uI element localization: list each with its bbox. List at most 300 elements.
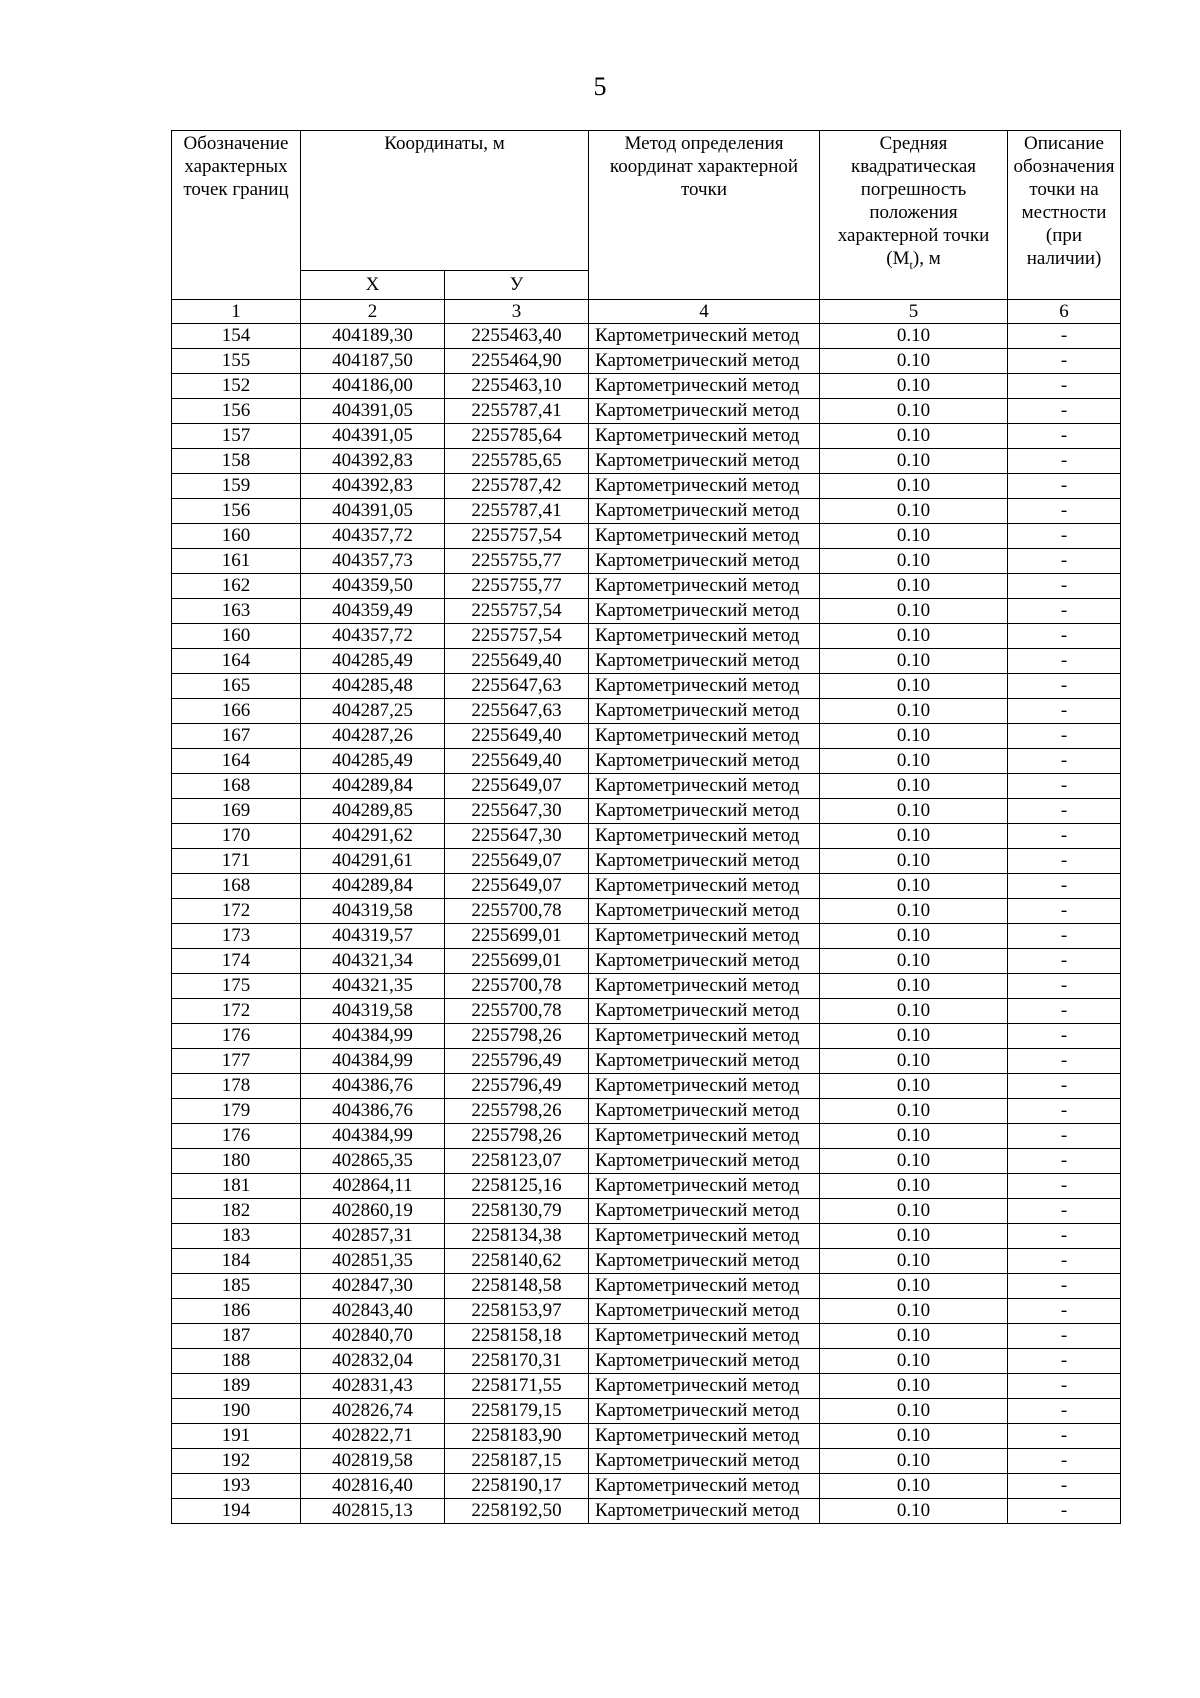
method-cell: Картометрический метод — [589, 999, 820, 1024]
table-row — [172, 1349, 1121, 1374]
y-cell: 2258190,17 — [445, 1474, 589, 1499]
table-row — [172, 424, 1121, 449]
y-cell: 2255798,26 — [445, 1124, 589, 1149]
error-cell: 0.10 — [820, 874, 1008, 899]
y-cell: 2255700,78 — [445, 899, 589, 924]
point-cell: 180 — [172, 1149, 301, 1174]
x-cell: 404357,72 — [301, 624, 445, 649]
description-cell: - — [1008, 749, 1121, 774]
point-cell: 165 — [172, 674, 301, 699]
x-cell: 402857,31 — [301, 1224, 445, 1249]
method-cell: Картометрический метод — [589, 649, 820, 674]
point-cell: 166 — [172, 699, 301, 724]
error-cell: 0.10 — [820, 399, 1008, 424]
error-cell: 0.10 — [820, 1274, 1008, 1299]
y-cell: 2255463,40 — [445, 324, 589, 349]
description-cell: - — [1008, 649, 1121, 674]
x-cell: 404291,62 — [301, 824, 445, 849]
table-row — [172, 599, 1121, 624]
method-cell: Картометрический метод — [589, 1199, 820, 1224]
x-cell: 402816,40 — [301, 1474, 445, 1499]
error-cell: 0.10 — [820, 1249, 1008, 1274]
description-cell: - — [1008, 1199, 1121, 1224]
x-cell: 404386,76 — [301, 1099, 445, 1124]
error-cell: 0.10 — [820, 1024, 1008, 1049]
y-cell: 2255757,54 — [445, 524, 589, 549]
x-cell: 404391,05 — [301, 399, 445, 424]
method-cell: Картометрический метод — [589, 899, 820, 924]
error-cell: 0.10 — [820, 1199, 1008, 1224]
table-row — [172, 449, 1121, 474]
point-cell: 169 — [172, 799, 301, 824]
coordinates-table — [171, 130, 1121, 1524]
table-row — [172, 1149, 1121, 1174]
point-cell: 164 — [172, 649, 301, 674]
error-cell: 0.10 — [820, 1074, 1008, 1099]
y-cell: 2258170,31 — [445, 1349, 589, 1374]
table-row — [172, 824, 1121, 849]
description-cell: - — [1008, 524, 1121, 549]
x-cell: 404186,00 — [301, 374, 445, 399]
header-error-text: Средняя квадратическая погрешность положения характерной точки (M — [837, 133, 990, 269]
y-cell: 2258123,07 — [445, 1149, 589, 1174]
method-cell: Картометрический метод — [589, 949, 820, 974]
method-cell: Картометрический метод — [589, 624, 820, 649]
y-cell: 2255755,77 — [445, 574, 589, 599]
description-cell: - — [1008, 1474, 1121, 1499]
point-cell: 168 — [172, 874, 301, 899]
method-cell: Картометрический метод — [589, 549, 820, 574]
header-designation: Обозначение характерных точек границ — [172, 131, 301, 300]
point-cell: 162 — [172, 574, 301, 599]
y-cell: 2255798,26 — [445, 1099, 589, 1124]
error-cell: 0.10 — [820, 1149, 1008, 1174]
point-cell: 160 — [172, 624, 301, 649]
description-cell: - — [1008, 1424, 1121, 1449]
description-cell: - — [1008, 1074, 1121, 1099]
table-row — [172, 899, 1121, 924]
y-cell: 2255796,49 — [445, 1049, 589, 1074]
point-cell: 193 — [172, 1474, 301, 1499]
method-cell: Картометрический метод — [589, 724, 820, 749]
x-cell: 404287,25 — [301, 699, 445, 724]
description-cell: - — [1008, 1099, 1121, 1124]
y-cell: 2258158,18 — [445, 1324, 589, 1349]
error-cell: 0.10 — [820, 1349, 1008, 1374]
table-body — [172, 324, 1121, 1524]
x-cell: 404289,84 — [301, 874, 445, 899]
point-cell: 174 — [172, 949, 301, 974]
description-cell: - — [1008, 474, 1121, 499]
x-cell: 402864,11 — [301, 1174, 445, 1199]
x-cell: 404285,48 — [301, 674, 445, 699]
method-cell: Картометрический метод — [589, 424, 820, 449]
y-cell: 2255699,01 — [445, 924, 589, 949]
description-cell: - — [1008, 1049, 1121, 1074]
description-cell: - — [1008, 974, 1121, 999]
table-row — [172, 499, 1121, 524]
x-cell: 404321,34 — [301, 949, 445, 974]
y-cell: 2255757,54 — [445, 599, 589, 624]
x-cell: 402831,43 — [301, 1374, 445, 1399]
error-cell: 0.10 — [820, 774, 1008, 799]
point-cell: 194 — [172, 1499, 301, 1524]
table-row — [172, 1124, 1121, 1149]
table-row — [172, 524, 1121, 549]
description-cell: - — [1008, 349, 1121, 374]
point-cell: 177 — [172, 1049, 301, 1074]
description-cell: - — [1008, 899, 1121, 924]
x-cell: 404391,05 — [301, 499, 445, 524]
x-cell: 404319,57 — [301, 924, 445, 949]
table-row — [172, 1374, 1121, 1399]
point-cell: 176 — [172, 1024, 301, 1049]
table-row — [172, 1174, 1121, 1199]
point-cell: 173 — [172, 924, 301, 949]
description-cell: - — [1008, 699, 1121, 724]
error-cell: 0.10 — [820, 899, 1008, 924]
page-number: 5 — [593, 72, 607, 101]
x-cell: 404285,49 — [301, 649, 445, 674]
error-cell: 0.10 — [820, 674, 1008, 699]
description-cell: - — [1008, 1399, 1121, 1424]
method-cell: Картометрический метод — [589, 1349, 820, 1374]
table-row — [172, 1074, 1121, 1099]
x-cell: 404392,83 — [301, 449, 445, 474]
error-cell: 0.10 — [820, 1049, 1008, 1074]
error-cell: 0.10 — [820, 1424, 1008, 1449]
x-cell: 404289,85 — [301, 799, 445, 824]
x-cell: 404289,84 — [301, 774, 445, 799]
y-cell: 2255787,41 — [445, 499, 589, 524]
description-cell: - — [1008, 1024, 1121, 1049]
x-cell: 404319,58 — [301, 899, 445, 924]
error-cell: 0.10 — [820, 1299, 1008, 1324]
point-cell: 159 — [172, 474, 301, 499]
x-cell: 402860,19 — [301, 1199, 445, 1224]
x-cell: 404319,58 — [301, 999, 445, 1024]
x-cell: 404386,76 — [301, 1074, 445, 1099]
x-cell: 402851,35 — [301, 1249, 445, 1274]
header-error-unit: ), м — [912, 248, 941, 269]
x-cell: 402847,30 — [301, 1274, 445, 1299]
method-cell: Картометрический метод — [589, 699, 820, 724]
error-cell: 0.10 — [820, 1224, 1008, 1249]
header-y: У — [445, 271, 589, 300]
y-cell: 2255755,77 — [445, 549, 589, 574]
description-cell: - — [1008, 1349, 1121, 1374]
table-row — [172, 974, 1121, 999]
description-cell: - — [1008, 499, 1121, 524]
method-cell: Картометрический метод — [589, 749, 820, 774]
error-cell: 0.10 — [820, 724, 1008, 749]
point-cell: 189 — [172, 1374, 301, 1399]
description-cell: - — [1008, 1224, 1121, 1249]
x-cell: 402840,70 — [301, 1324, 445, 1349]
method-cell: Картометрический метод — [589, 1299, 820, 1324]
description-cell: - — [1008, 1374, 1121, 1399]
method-cell: Картометрический метод — [589, 1424, 820, 1449]
point-cell: 167 — [172, 724, 301, 749]
error-cell: 0.10 — [820, 1324, 1008, 1349]
table-row — [172, 949, 1121, 974]
table-row — [172, 349, 1121, 374]
description-cell: - — [1008, 424, 1121, 449]
point-cell: 187 — [172, 1324, 301, 1349]
method-cell: Картометрический метод — [589, 1249, 820, 1274]
error-cell: 0.10 — [820, 1399, 1008, 1424]
column-number-row — [172, 300, 1121, 324]
table-row — [172, 1399, 1121, 1424]
point-cell: 172 — [172, 899, 301, 924]
y-cell: 2258148,58 — [445, 1274, 589, 1299]
error-cell: 0.10 — [820, 1474, 1008, 1499]
table-row — [172, 774, 1121, 799]
y-cell: 2255700,78 — [445, 999, 589, 1024]
x-cell: 404291,61 — [301, 849, 445, 874]
table-row — [172, 324, 1121, 349]
description-cell: - — [1008, 724, 1121, 749]
y-cell: 2258140,62 — [445, 1249, 589, 1274]
method-cell: Картометрический метод — [589, 1024, 820, 1049]
error-cell: 0.10 — [820, 1099, 1008, 1124]
description-cell: - — [1008, 449, 1121, 474]
description-cell: - — [1008, 824, 1121, 849]
y-cell: 2255649,40 — [445, 749, 589, 774]
y-cell: 2255757,54 — [445, 624, 589, 649]
error-cell: 0.10 — [820, 1449, 1008, 1474]
y-cell: 2258183,90 — [445, 1424, 589, 1449]
error-cell: 0.10 — [820, 1124, 1008, 1149]
point-cell: 184 — [172, 1249, 301, 1274]
table-row — [172, 1049, 1121, 1074]
method-cell: Картометрический метод — [589, 1074, 820, 1099]
y-cell: 2255699,01 — [445, 949, 589, 974]
point-cell: 172 — [172, 999, 301, 1024]
table-row — [172, 1474, 1121, 1499]
description-cell: - — [1008, 1249, 1121, 1274]
x-cell: 402826,74 — [301, 1399, 445, 1424]
table-row — [172, 749, 1121, 774]
error-cell: 0.10 — [820, 999, 1008, 1024]
table-row — [172, 699, 1121, 724]
error-cell: 0.10 — [820, 974, 1008, 999]
table-row — [172, 1324, 1121, 1349]
point-cell: 190 — [172, 1399, 301, 1424]
table-row — [172, 1424, 1121, 1449]
x-cell: 404285,49 — [301, 749, 445, 774]
error-cell: 0.10 — [820, 449, 1008, 474]
description-cell: - — [1008, 399, 1121, 424]
method-cell: Картометрический метод — [589, 874, 820, 899]
y-cell: 2255647,63 — [445, 699, 589, 724]
method-cell: Картометрический метод — [589, 1274, 820, 1299]
point-cell: 182 — [172, 1199, 301, 1224]
x-cell: 402819,58 — [301, 1449, 445, 1474]
error-cell: 0.10 — [820, 374, 1008, 399]
method-cell: Картометрический метод — [589, 674, 820, 699]
x-cell: 404384,99 — [301, 1049, 445, 1074]
description-cell: - — [1008, 774, 1121, 799]
x-cell: 404321,35 — [301, 974, 445, 999]
description-cell: - — [1008, 624, 1121, 649]
method-cell: Картометрический метод — [589, 1449, 820, 1474]
description-cell: - — [1008, 1174, 1121, 1199]
header-error-subscript: t — [909, 257, 913, 272]
method-cell: Картометрический метод — [589, 924, 820, 949]
point-cell: 178 — [172, 1074, 301, 1099]
table-row — [172, 674, 1121, 699]
column-number: 5 — [820, 300, 1008, 324]
table-row — [172, 1024, 1121, 1049]
error-cell: 0.10 — [820, 549, 1008, 574]
column-number: 3 — [445, 300, 589, 324]
method-cell: Картометрический метод — [589, 574, 820, 599]
x-cell: 402865,35 — [301, 1149, 445, 1174]
x-cell: 404287,26 — [301, 724, 445, 749]
description-cell: - — [1008, 949, 1121, 974]
error-cell: 0.10 — [820, 324, 1008, 349]
method-cell: Картометрический метод — [589, 1049, 820, 1074]
table-row — [172, 849, 1121, 874]
description-cell: - — [1008, 1274, 1121, 1299]
description-cell: - — [1008, 324, 1121, 349]
y-cell: 2255649,40 — [445, 649, 589, 674]
y-cell: 2255798,26 — [445, 1024, 589, 1049]
method-cell: Картометрический метод — [589, 349, 820, 374]
method-cell: Картометрический метод — [589, 849, 820, 874]
x-cell: 404357,72 — [301, 524, 445, 549]
method-cell: Картометрический метод — [589, 1499, 820, 1524]
description-cell: - — [1008, 674, 1121, 699]
table-row — [172, 1199, 1121, 1224]
point-cell: 158 — [172, 449, 301, 474]
y-cell: 2255796,49 — [445, 1074, 589, 1099]
point-cell: 161 — [172, 549, 301, 574]
y-cell: 2255647,30 — [445, 799, 589, 824]
description-cell: - — [1008, 1324, 1121, 1349]
x-cell: 402843,40 — [301, 1299, 445, 1324]
table-row — [172, 649, 1121, 674]
description-cell: - — [1008, 574, 1121, 599]
error-cell: 0.10 — [820, 524, 1008, 549]
point-cell: 152 — [172, 374, 301, 399]
method-cell: Картометрический метод — [589, 599, 820, 624]
y-cell: 2255647,30 — [445, 824, 589, 849]
column-number: 6 — [1008, 300, 1121, 324]
error-cell: 0.10 — [820, 799, 1008, 824]
table-row — [172, 574, 1121, 599]
column-number: 1 — [172, 300, 301, 324]
x-cell: 404187,50 — [301, 349, 445, 374]
method-cell: Картометрический метод — [589, 1174, 820, 1199]
table-row — [172, 399, 1121, 424]
y-cell: 2255647,63 — [445, 674, 589, 699]
method-cell: Картометрический метод — [589, 1399, 820, 1424]
method-cell: Картометрический метод — [589, 974, 820, 999]
error-cell: 0.10 — [820, 474, 1008, 499]
table-row — [172, 924, 1121, 949]
error-cell: 0.10 — [820, 624, 1008, 649]
x-cell: 404359,50 — [301, 574, 445, 599]
error-cell: 0.10 — [820, 599, 1008, 624]
description-cell: - — [1008, 599, 1121, 624]
error-cell: 0.10 — [820, 949, 1008, 974]
description-cell: - — [1008, 549, 1121, 574]
description-cell: - — [1008, 799, 1121, 824]
y-cell: 2255649,07 — [445, 849, 589, 874]
table-row — [172, 1224, 1121, 1249]
y-cell: 2258130,79 — [445, 1199, 589, 1224]
description-cell: - — [1008, 1149, 1121, 1174]
point-cell: 157 — [172, 424, 301, 449]
table-row — [172, 874, 1121, 899]
method-cell: Картометрический метод — [589, 324, 820, 349]
error-cell: 0.10 — [820, 649, 1008, 674]
y-cell: 2255649,07 — [445, 874, 589, 899]
table-row — [172, 374, 1121, 399]
y-cell: 2258171,55 — [445, 1374, 589, 1399]
y-cell: 2255787,42 — [445, 474, 589, 499]
point-cell: 176 — [172, 1124, 301, 1149]
description-cell: - — [1008, 1499, 1121, 1524]
x-cell: 404391,05 — [301, 424, 445, 449]
method-cell: Картометрический метод — [589, 399, 820, 424]
table-row — [172, 1499, 1121, 1524]
method-cell: Картометрический метод — [589, 1224, 820, 1249]
point-cell: 155 — [172, 349, 301, 374]
description-cell: - — [1008, 999, 1121, 1024]
point-cell: 156 — [172, 499, 301, 524]
method-cell: Картометрический метод — [589, 499, 820, 524]
x-cell: 404357,73 — [301, 549, 445, 574]
x-cell: 402815,13 — [301, 1499, 445, 1524]
x-cell: 402822,71 — [301, 1424, 445, 1449]
description-cell: - — [1008, 924, 1121, 949]
column-number: 4 — [589, 300, 820, 324]
x-cell: 404189,30 — [301, 324, 445, 349]
point-cell: 171 — [172, 849, 301, 874]
table-row — [172, 549, 1121, 574]
method-cell: Картометрический метод — [589, 1099, 820, 1124]
column-number: 2 — [301, 300, 445, 324]
x-cell: 404392,83 — [301, 474, 445, 499]
description-cell: - — [1008, 849, 1121, 874]
point-cell: 160 — [172, 524, 301, 549]
point-cell: 170 — [172, 824, 301, 849]
error-cell: 0.10 — [820, 699, 1008, 724]
table-row — [172, 799, 1121, 824]
y-cell: 2258125,16 — [445, 1174, 589, 1199]
error-cell: 0.10 — [820, 499, 1008, 524]
point-cell: 168 — [172, 774, 301, 799]
description-cell: - — [1008, 1449, 1121, 1474]
table-row — [172, 1449, 1121, 1474]
method-cell: Картометрический метод — [589, 774, 820, 799]
method-cell: Картометрический метод — [589, 1149, 820, 1174]
y-cell: 2255787,41 — [445, 399, 589, 424]
error-cell: 0.10 — [820, 1174, 1008, 1199]
y-cell: 2255463,10 — [445, 374, 589, 399]
header-method: Метод определения координат характерной точки — [589, 131, 820, 300]
description-cell: - — [1008, 1299, 1121, 1324]
y-cell: 2258134,38 — [445, 1224, 589, 1249]
x-cell: 404359,49 — [301, 599, 445, 624]
error-cell: 0.10 — [820, 349, 1008, 374]
error-cell: 0.10 — [820, 924, 1008, 949]
error-cell: 0.10 — [820, 574, 1008, 599]
y-cell: 2255464,90 — [445, 349, 589, 374]
